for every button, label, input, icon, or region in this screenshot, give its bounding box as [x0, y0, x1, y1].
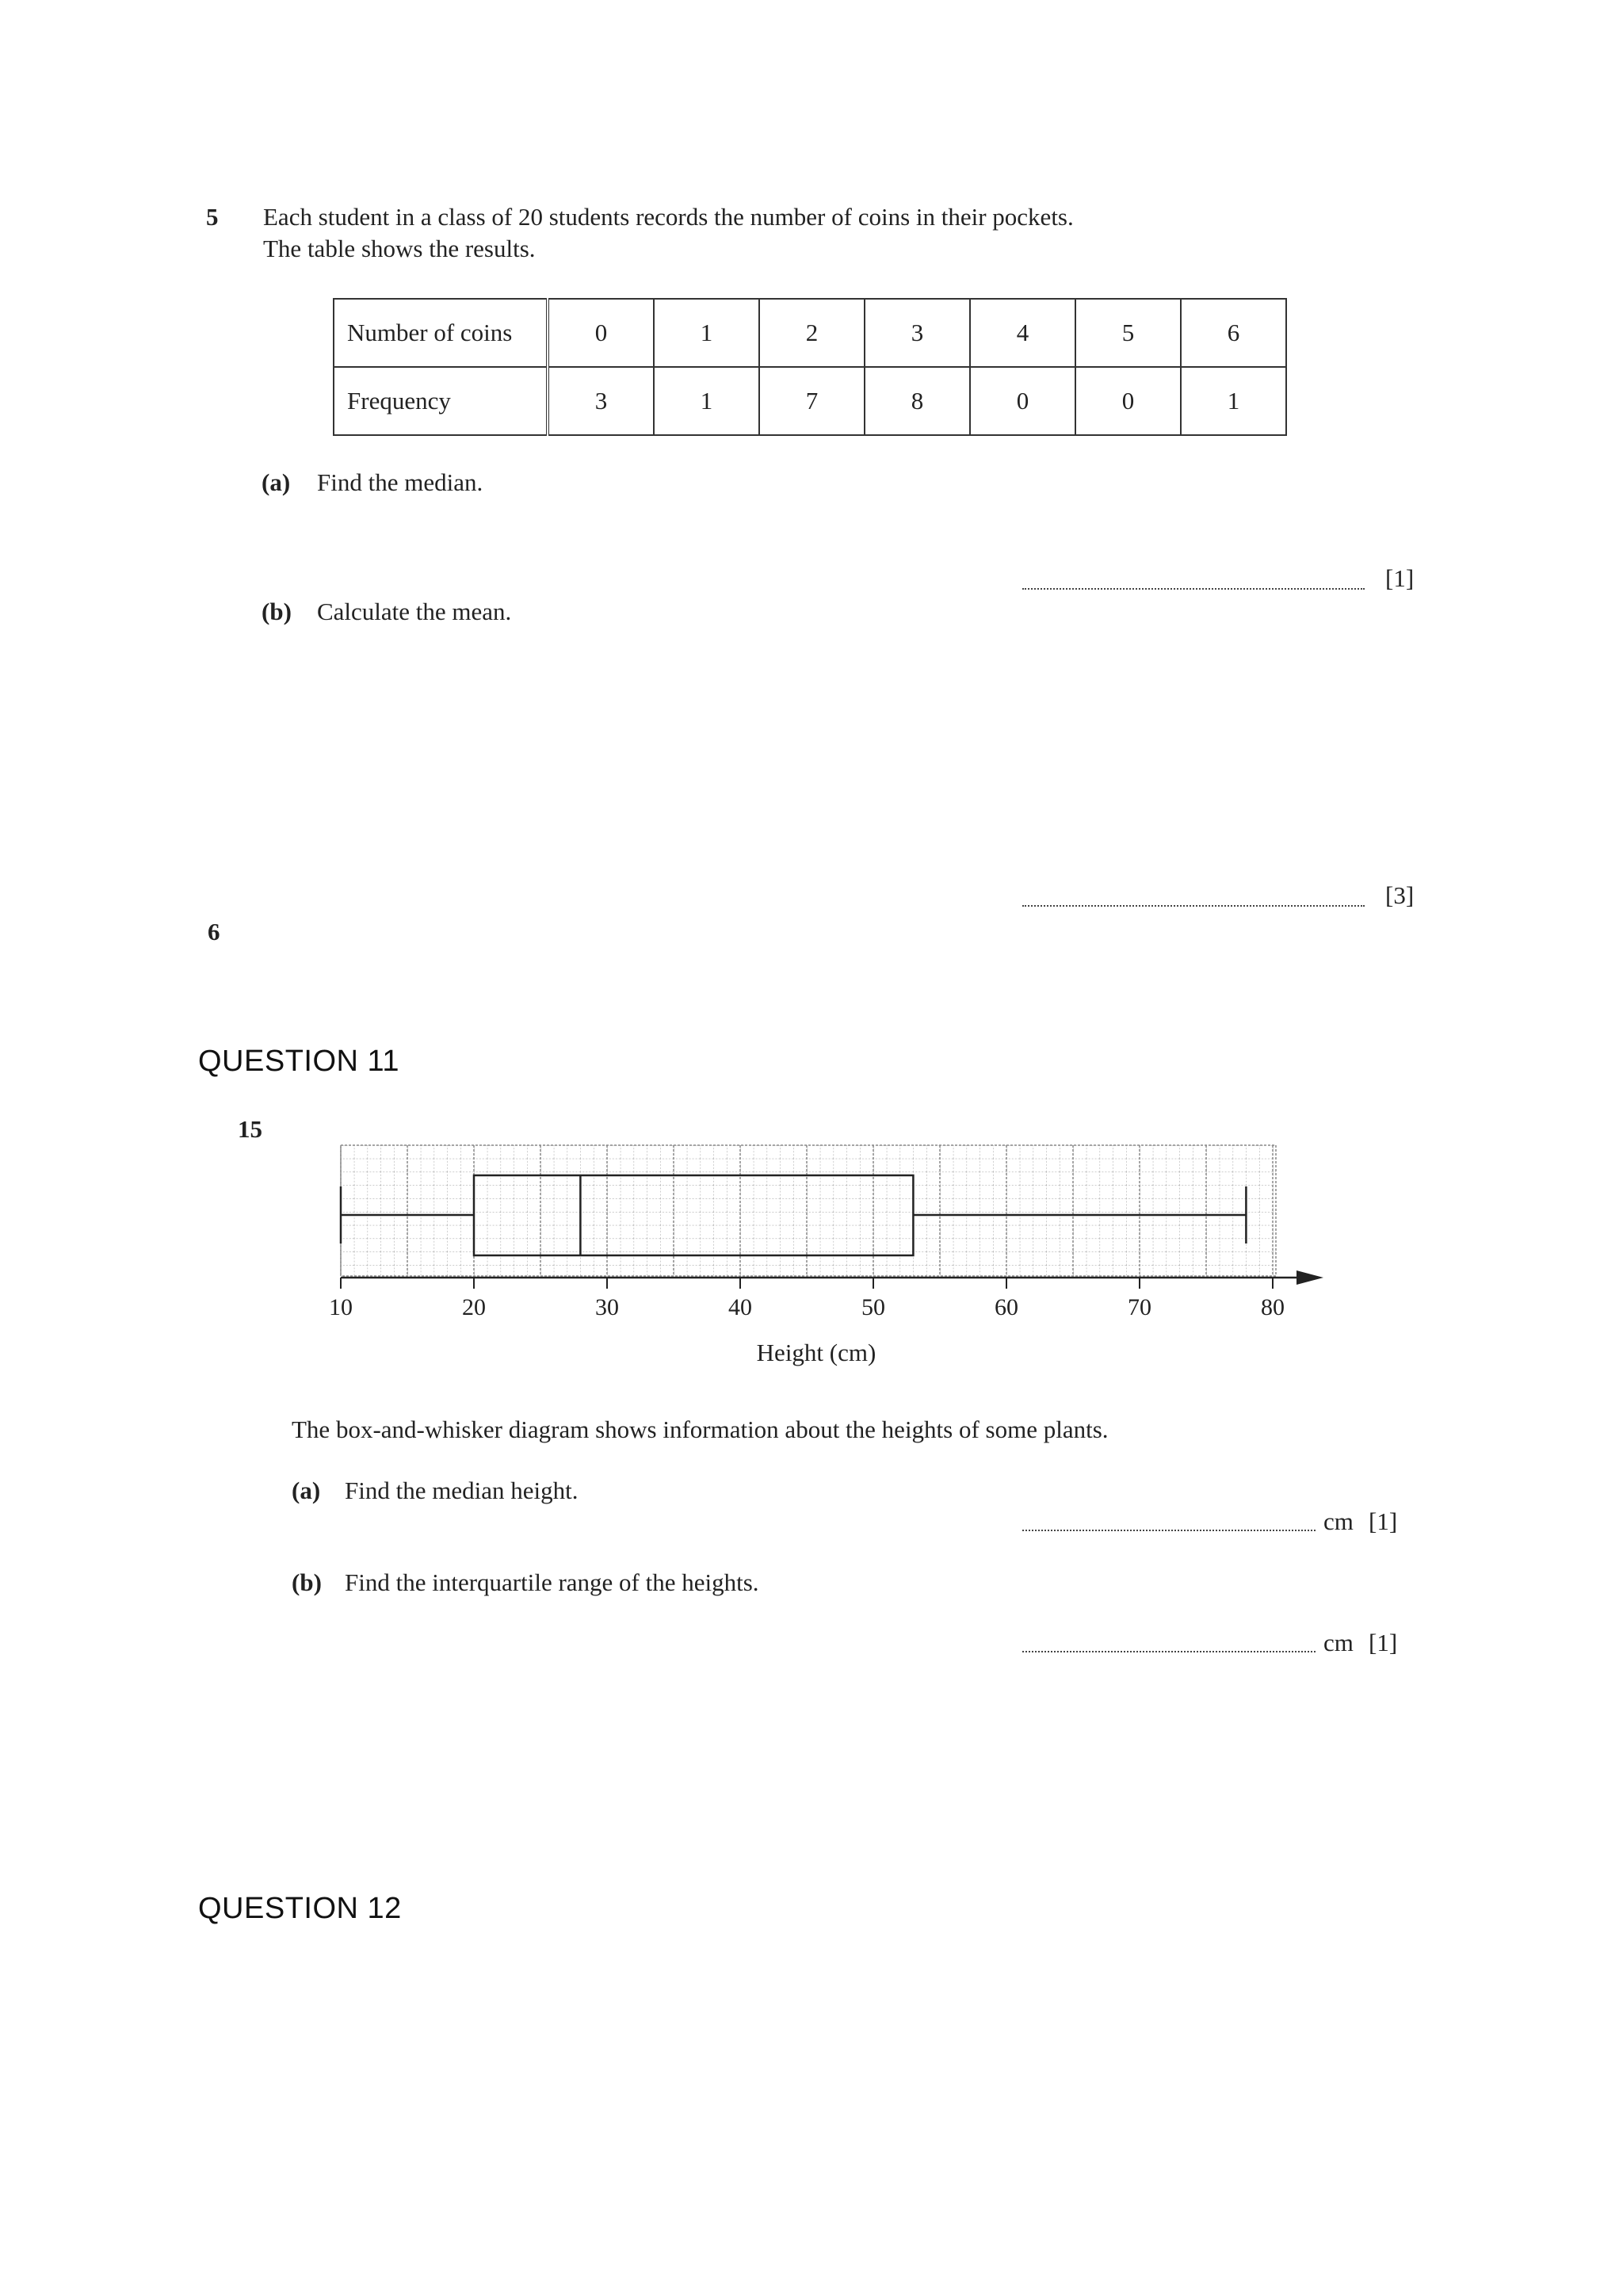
- x-tick-label: 60: [995, 1294, 1018, 1320]
- x-tick-label: 20: [462, 1294, 486, 1320]
- q5-part-b-label: (b): [262, 598, 292, 625]
- axis-labels: [329, 1294, 1285, 1366]
- table-cell: 0: [548, 299, 654, 367]
- q15-part-b-unit: cm: [1323, 1629, 1354, 1656]
- x-tick-label: 50: [861, 1294, 885, 1320]
- table-cell: 6: [1181, 299, 1286, 367]
- table-cell: 7: [759, 367, 865, 435]
- q15-part-a-label: (a): [292, 1477, 321, 1504]
- question-12-heading: QUESTION 12: [198, 1892, 402, 1925]
- q15-part-b-marks: [1]: [1369, 1629, 1398, 1656]
- x-axis-title: Height (cm): [756, 1339, 876, 1366]
- question-5-number: 5: [206, 203, 219, 231]
- table-cell: 0: [1075, 367, 1181, 435]
- table-cell: 3: [548, 367, 654, 435]
- x-tick-label: 70: [1128, 1294, 1151, 1320]
- x-tick-label: 10: [329, 1294, 353, 1320]
- q15-part-b-answer-line[interactable]: [1022, 1651, 1316, 1652]
- x-tick-label: 80: [1261, 1294, 1285, 1320]
- q5-part-a-marks: [1]: [1385, 564, 1415, 592]
- q5-part-a-text: Find the median.: [317, 468, 483, 496]
- row-header-frequency: Frequency: [334, 367, 548, 435]
- question-5-intro-line-2: The table shows the results.: [263, 235, 536, 262]
- q15-part-a-text: Find the median height.: [345, 1477, 579, 1504]
- q15-part-b-text: Find the interquartile range of the heights.: [345, 1568, 759, 1596]
- q5-part-b-marks: [3]: [1385, 881, 1415, 909]
- question-6-number: 6: [208, 918, 220, 946]
- q15-part-a-marks: [1]: [1369, 1507, 1398, 1535]
- question-15-number: 15: [238, 1115, 262, 1143]
- q15-part-b-label: (b): [292, 1568, 322, 1596]
- table-cell: 4: [970, 299, 1075, 367]
- q5-part-b-text: Calculate the mean.: [317, 598, 512, 625]
- table-cell: 1: [1181, 367, 1286, 435]
- x-tick-label: 40: [728, 1294, 752, 1320]
- table-cell: 3: [865, 299, 970, 367]
- question-5-intro-line-1: Each student in a class of 20 students records the number of coins in their pockets.: [263, 203, 1074, 231]
- x-tick-label: 30: [595, 1294, 619, 1320]
- table-cell: 8: [865, 367, 970, 435]
- q5-part-a-label: (a): [262, 468, 291, 496]
- q15-part-a-unit: cm: [1323, 1507, 1354, 1535]
- q15-part-a-answer-line[interactable]: [1022, 1530, 1316, 1531]
- table-cell: 5: [1075, 299, 1181, 367]
- q15-description: The box-and-whisker diagram shows information about the heights of some plants.: [292, 1415, 1109, 1443]
- table-cell: 2: [759, 299, 865, 367]
- table-cell: 0: [970, 367, 1075, 435]
- question-11-heading: QUESTION 11: [198, 1045, 399, 1078]
- table-cell: 1: [654, 299, 759, 367]
- x-axis-arrow: [1296, 1270, 1323, 1285]
- table-cell: 1: [654, 367, 759, 435]
- row-header-coins: Number of coins: [334, 299, 548, 367]
